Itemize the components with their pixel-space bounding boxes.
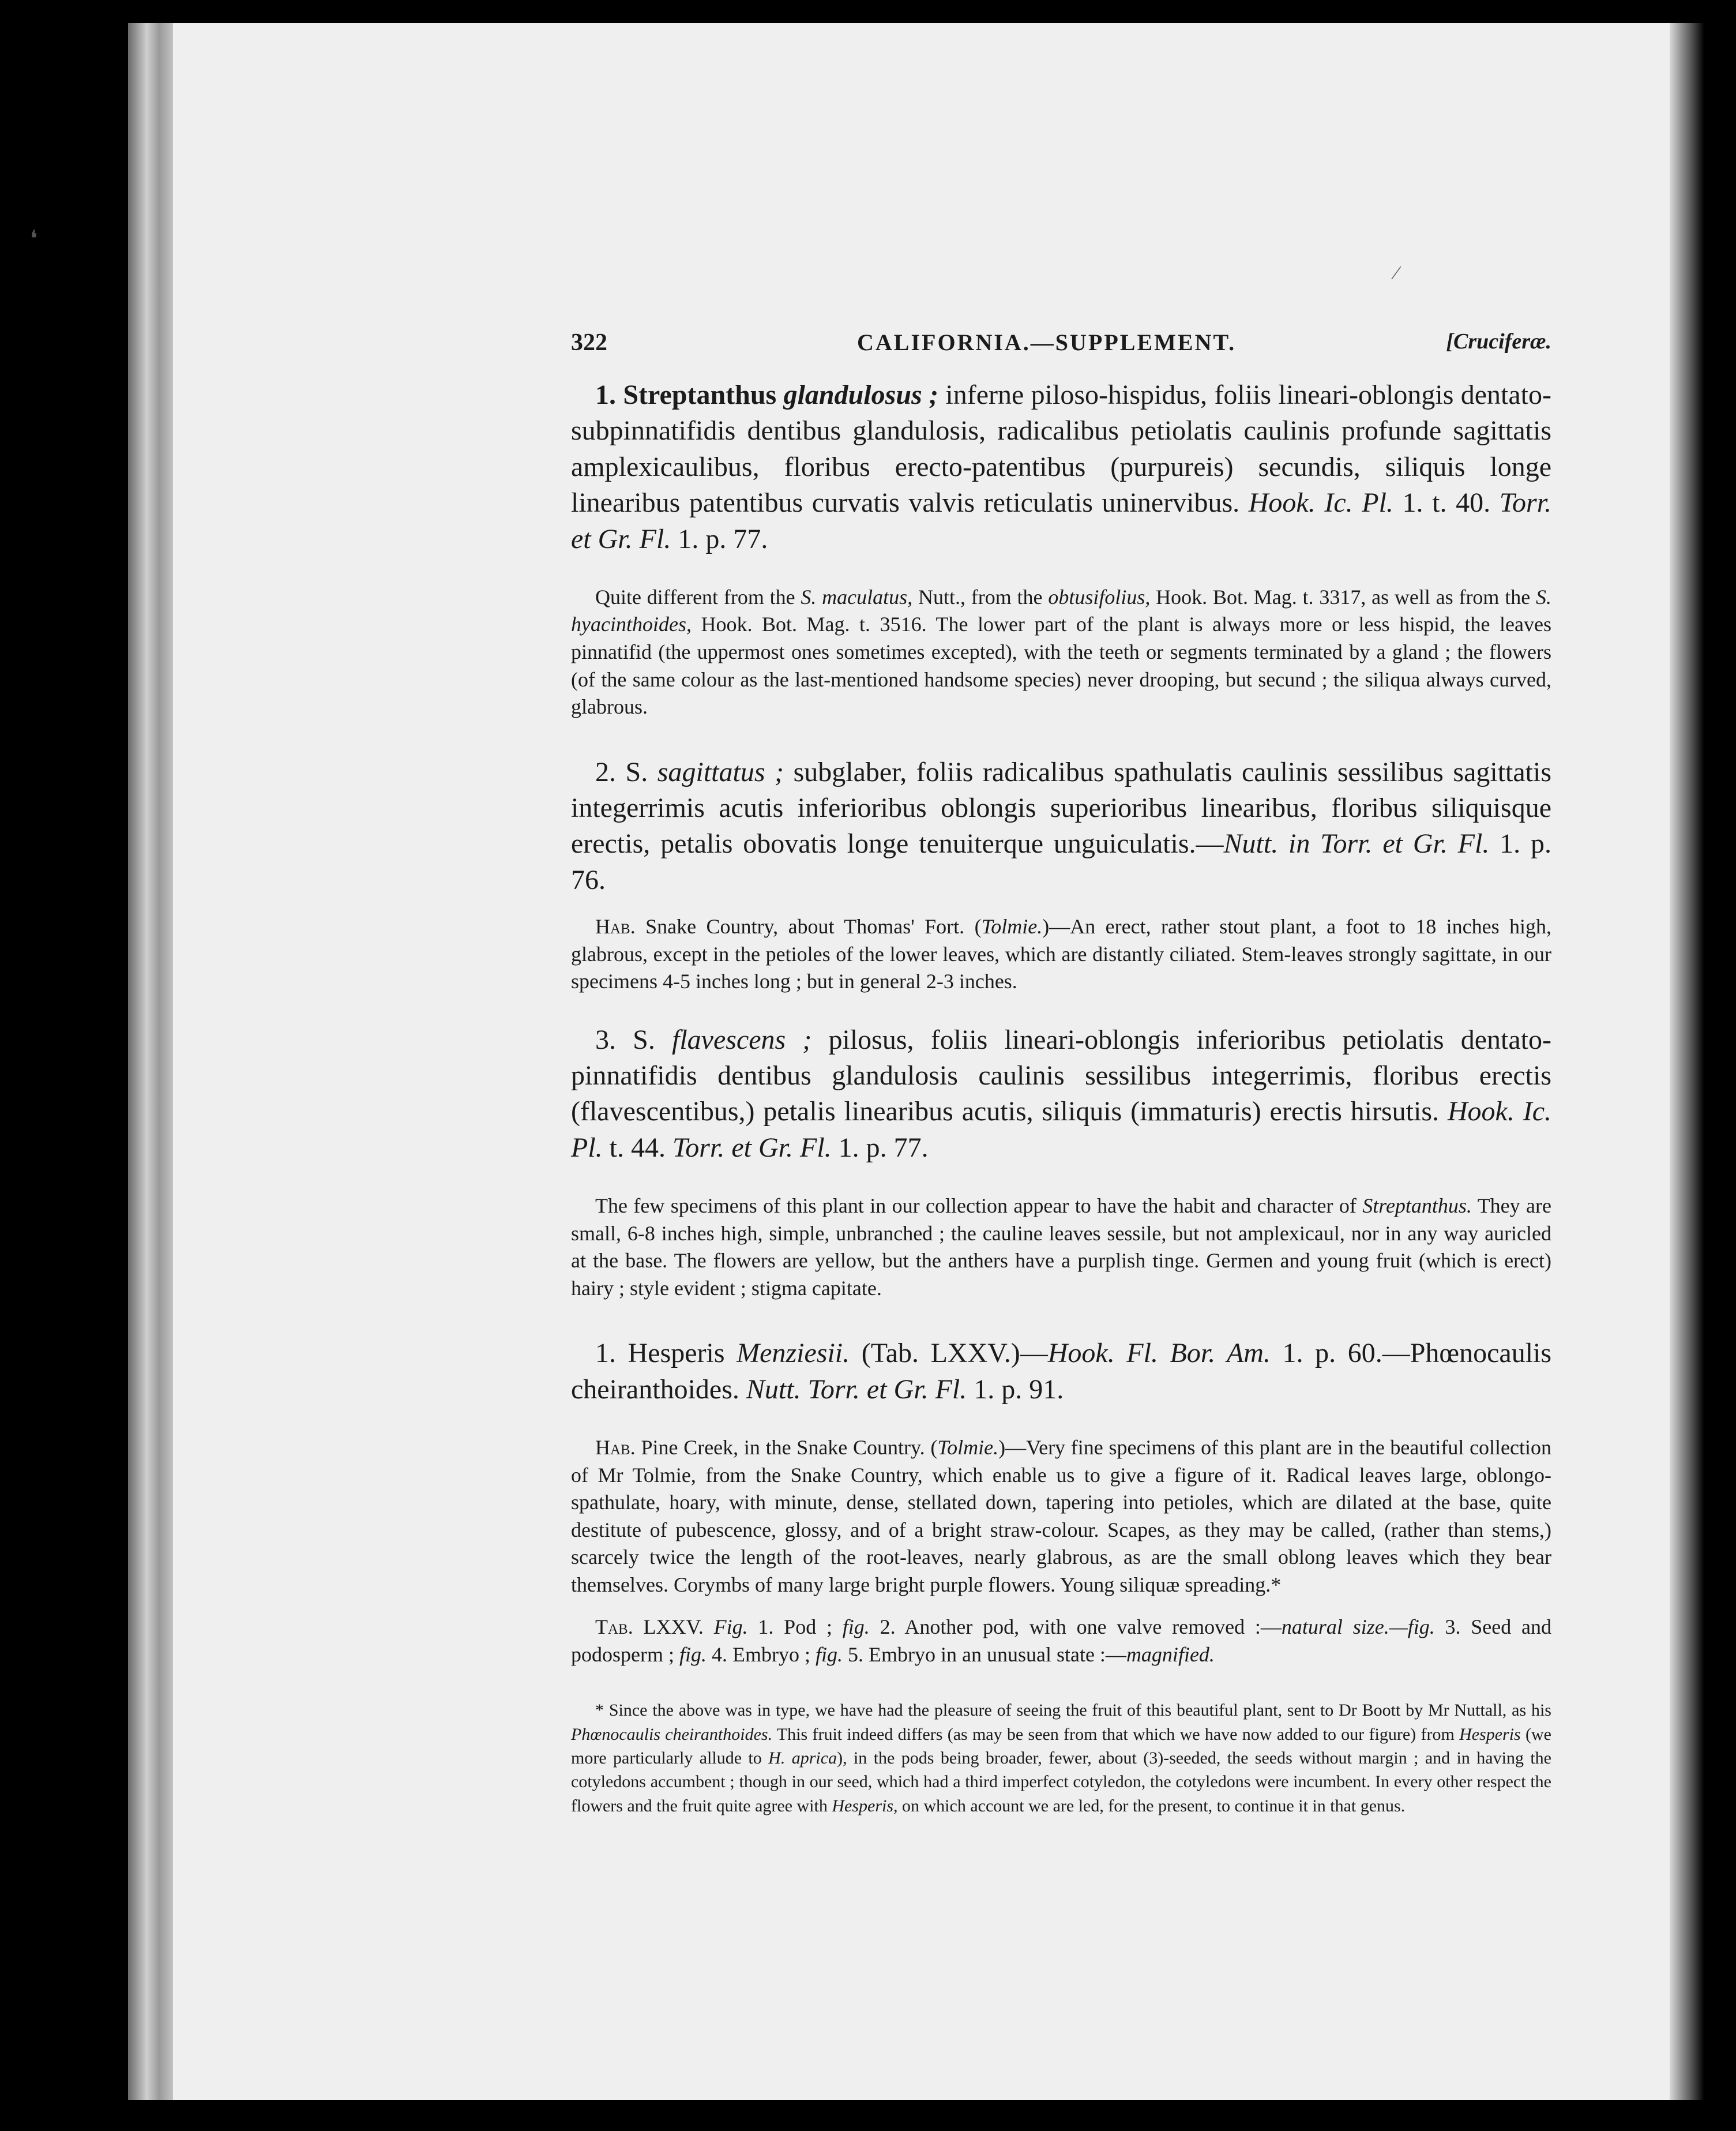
- note-text: They are small, 6-8 inches high, simple, unbranched ; the cauline leaves sessile, but not amplexicaul, nor in any way auricled at the base. The flowers are yellow, but the anthers have a purplish tinge. Germen and young fruit (which is erect) hairy ; style evident ; stigma capitate.: [571, 1194, 1551, 1300]
- note-text: Pine Creek, in the Snake Country. (: [641, 1436, 938, 1460]
- scan-speck: ⁄: [1395, 262, 1398, 284]
- taxon-name: H. aprica: [768, 1748, 837, 1768]
- note-paragraph: [571, 1192, 1551, 1302]
- reference-location: 1. p. 76.: [571, 828, 1551, 895]
- taxon-name: Hesperis: [1459, 1724, 1521, 1744]
- reference: Torr. et Gr. Fl.: [672, 1132, 832, 1163]
- reference: Hook. Fl. Bor. Am.: [1047, 1338, 1271, 1369]
- reference-location: 1. p. 77.: [678, 523, 768, 554]
- figure-caption: 2. Another pod, with one valve removed :—: [880, 1615, 1282, 1639]
- species-entry-streptanthus-glandulosus: [571, 377, 1551, 557]
- species-entry-hesperis-menziesii: [571, 1335, 1551, 1408]
- page-edge-shadow: [1670, 23, 1704, 2100]
- reference: Nutt. in Torr. et Gr. Fl.: [1223, 828, 1490, 860]
- figure-label: Fig.: [713, 1615, 748, 1639]
- figure-label: fig.: [815, 1642, 843, 1666]
- page-number: 322: [571, 329, 607, 356]
- reference: Torr. et Gr. Fl.: [571, 487, 1552, 554]
- taxon-name: Hesperis,: [832, 1796, 898, 1815]
- reference: Hook. Ic. Pl.: [571, 1096, 1551, 1163]
- taxon-name: Streptanthus.: [1362, 1194, 1472, 1218]
- taxon-name: Phœnocaulis cheiranthoides.: [571, 1724, 773, 1744]
- genus-name: Hesperis: [627, 1338, 725, 1369]
- footnote-part: (we more particularly allude to: [571, 1724, 1552, 1768]
- figure-label: fig.: [679, 1642, 707, 1666]
- entry-number: 1.: [595, 1338, 616, 1369]
- latin-description: inferne piloso-hispidus, foliis lineari-oblongis dentato-subpinnatifidis dentibus glandulosis, radicalibus petiolatis caulinis profunde sagittatis amplexicaulibus, floribus erecto-patentibus (purpureis) secundis, siliquis longe linearibus patentibus curvatis valvis reticulatis uninervibus.: [571, 380, 1551, 519]
- species-name: flavescens ;: [671, 1024, 812, 1055]
- note-text: Hook. Bot. Mag. t. 3317, as well as from the: [1156, 585, 1531, 609]
- scale-note: magnified.: [1126, 1642, 1215, 1666]
- reference: Nutt. Torr. et Gr. Fl.: [746, 1374, 967, 1405]
- note-text: Hook. Bot. Mag. t. 3516. The lower part of the plant is always more or less hispid, the leaves pinnatifid (the uppermost ones sometimes excepted), with the teeth or segments terminated by a gland ; the flowers (of the same colour as the last-mentioned handsome species) never drooping, but secund ; the siliqua always curved, glabrous.: [571, 613, 1551, 719]
- note-text: Snake Country, about Thomas' Fort. (: [645, 915, 982, 939]
- plate-explanation: [571, 1614, 1551, 1668]
- species-name: glandulosus ;: [783, 380, 939, 410]
- note-text: )—Very fine specimens of this plant are in the beautiful collection of Mr Tolmie, from the Snake Country, which enable us to give a figure of it. Radical leaves large, oblongo-spathulate, hoary, with minute, dense, stellated down, tapering into petioles, which are dilated at the base, quite destitute of pubescence, glossy, and of a bright straw-colour. Scapes, as they may be called, (rather than stems,) scarcely twice the length of the root-leaves, nearly glabrous, as are the small oblong leaves which they bear themselves. Corymbs of many large bright purple flowers. Young siliquæ spreading.*: [571, 1436, 1552, 1596]
- running-title: CALIFORNIA.—SUPPLEMENT.: [857, 329, 1237, 355]
- note-text: )—An erect, rather stout plant, a foot to 18 inches high, glabrous, except in the petioles of the lower leaves, which are distantly ciliated. Stem-leaves strongly sagittate, in our specimens 4-5 inches long ; but in general 2-3 inches.: [571, 915, 1551, 993]
- note-text: Quite different from the: [595, 585, 795, 609]
- figure-label: fig.: [842, 1615, 870, 1639]
- note-text: The few specimens of this plant in our collection appear to have the habit and character of: [595, 1194, 1357, 1218]
- reference-location: 1. p. 77.: [838, 1132, 929, 1163]
- figure-caption: 3. Seed and podosperm ;: [571, 1615, 1552, 1666]
- plate-label: Tab. LXXV.: [595, 1615, 704, 1639]
- latin-description: subglaber, foliis radicalibus spathulatis caulinis sessilibus sagittatis integerrimis acutis inferioribus oblongis superioribus linearibus, floribus siliquisque erectis, petalis obovatis longe tenuiterque unguiculatis.—: [571, 756, 1552, 860]
- collector-name: Tolmie.: [981, 915, 1043, 939]
- figure-caption: 4. Embryo ;: [712, 1642, 810, 1666]
- reference-location: t. 44.: [609, 1132, 666, 1163]
- footnote-part: This fruit indeed differs (as may be seen from that which we have now added to our figure) from: [776, 1724, 1455, 1744]
- taxon-name: S. hyacinthoides,: [571, 585, 1552, 636]
- running-head: [571, 329, 1551, 363]
- footnote-part: * Since the above was in type, we have had the pleasure of seeing the fruit of this beautiful plant, sent to Dr Boott by Mr Nuttall, as his: [595, 1701, 1551, 1720]
- genus-name: Streptanthus: [623, 380, 777, 410]
- genus-name: S.: [625, 756, 648, 787]
- note-text: Nutt., from the: [918, 585, 1043, 609]
- reference-location: 1. p. 60.—Phœnocaulis cheiranthoides.: [571, 1338, 1552, 1405]
- scan-mark: ❛: [30, 226, 37, 252]
- latin-description: pilosus, foliis lineari-oblongis inferioribus petiolatis dentato-pinnatifidis dentibus glandulosis caulinis sessilibus integerrimis, floribus erectis (flavescentibus,) petalis linearibus acutis, siliquis (immaturis) erectis hirsutis.: [571, 1024, 1552, 1127]
- page-text: [571, 329, 1551, 1818]
- species-entry-streptanthus-sagittatus: [571, 755, 1551, 899]
- species-entry-streptanthus-flavescens: [571, 1022, 1551, 1166]
- taxon-name: obtusifolius,: [1048, 585, 1151, 609]
- footnote-part: ), in the pods being broader, fewer, about (3)-seeded, the seeds without margin ; and in having the cotyledons accumbent ; though in our seed, which had a third imperfect cotyledon, the cotyledons were incumbent. In every other respect the flowers and the fruit quite agree with: [571, 1748, 1551, 1815]
- collector-name: Tolmie.: [937, 1436, 999, 1460]
- genus-name: S.: [633, 1024, 655, 1055]
- entry-number: 2.: [595, 756, 616, 787]
- footnote: [571, 1698, 1551, 1818]
- habitat-label: Hab.: [595, 1436, 636, 1460]
- footnote-text: [571, 1698, 1551, 1818]
- species-name: Menziesii.: [737, 1338, 850, 1369]
- family-name: [Cruciferæ.: [1446, 329, 1551, 354]
- entry-number: 3.: [595, 1024, 616, 1055]
- note-paragraph: [571, 584, 1551, 721]
- figure-caption: 5. Embryo in an unusual state :—: [848, 1642, 1126, 1666]
- reference: Hook. Ic. Pl.: [1248, 487, 1393, 519]
- species-name: sagittatus ;: [657, 756, 784, 787]
- habitat-label: Hab.: [595, 915, 636, 939]
- habitat-note: [571, 1434, 1551, 1599]
- taxon-name: S. maculatus,: [801, 585, 913, 609]
- reference-location: 1. p. 91.: [974, 1374, 1064, 1405]
- footnote-part: on which account we are led, for the present, to continue it in that genus.: [902, 1796, 1406, 1815]
- scale-note: natural size.—fig.: [1281, 1615, 1435, 1639]
- habitat-note: [571, 913, 1551, 996]
- reference-location: 1. t. 40.: [1402, 487, 1491, 519]
- plate-reference: (Tab. LXXV.)—: [861, 1338, 1048, 1369]
- entry-number: 1.: [595, 380, 616, 410]
- figure-caption: 1. Pod ;: [758, 1615, 832, 1639]
